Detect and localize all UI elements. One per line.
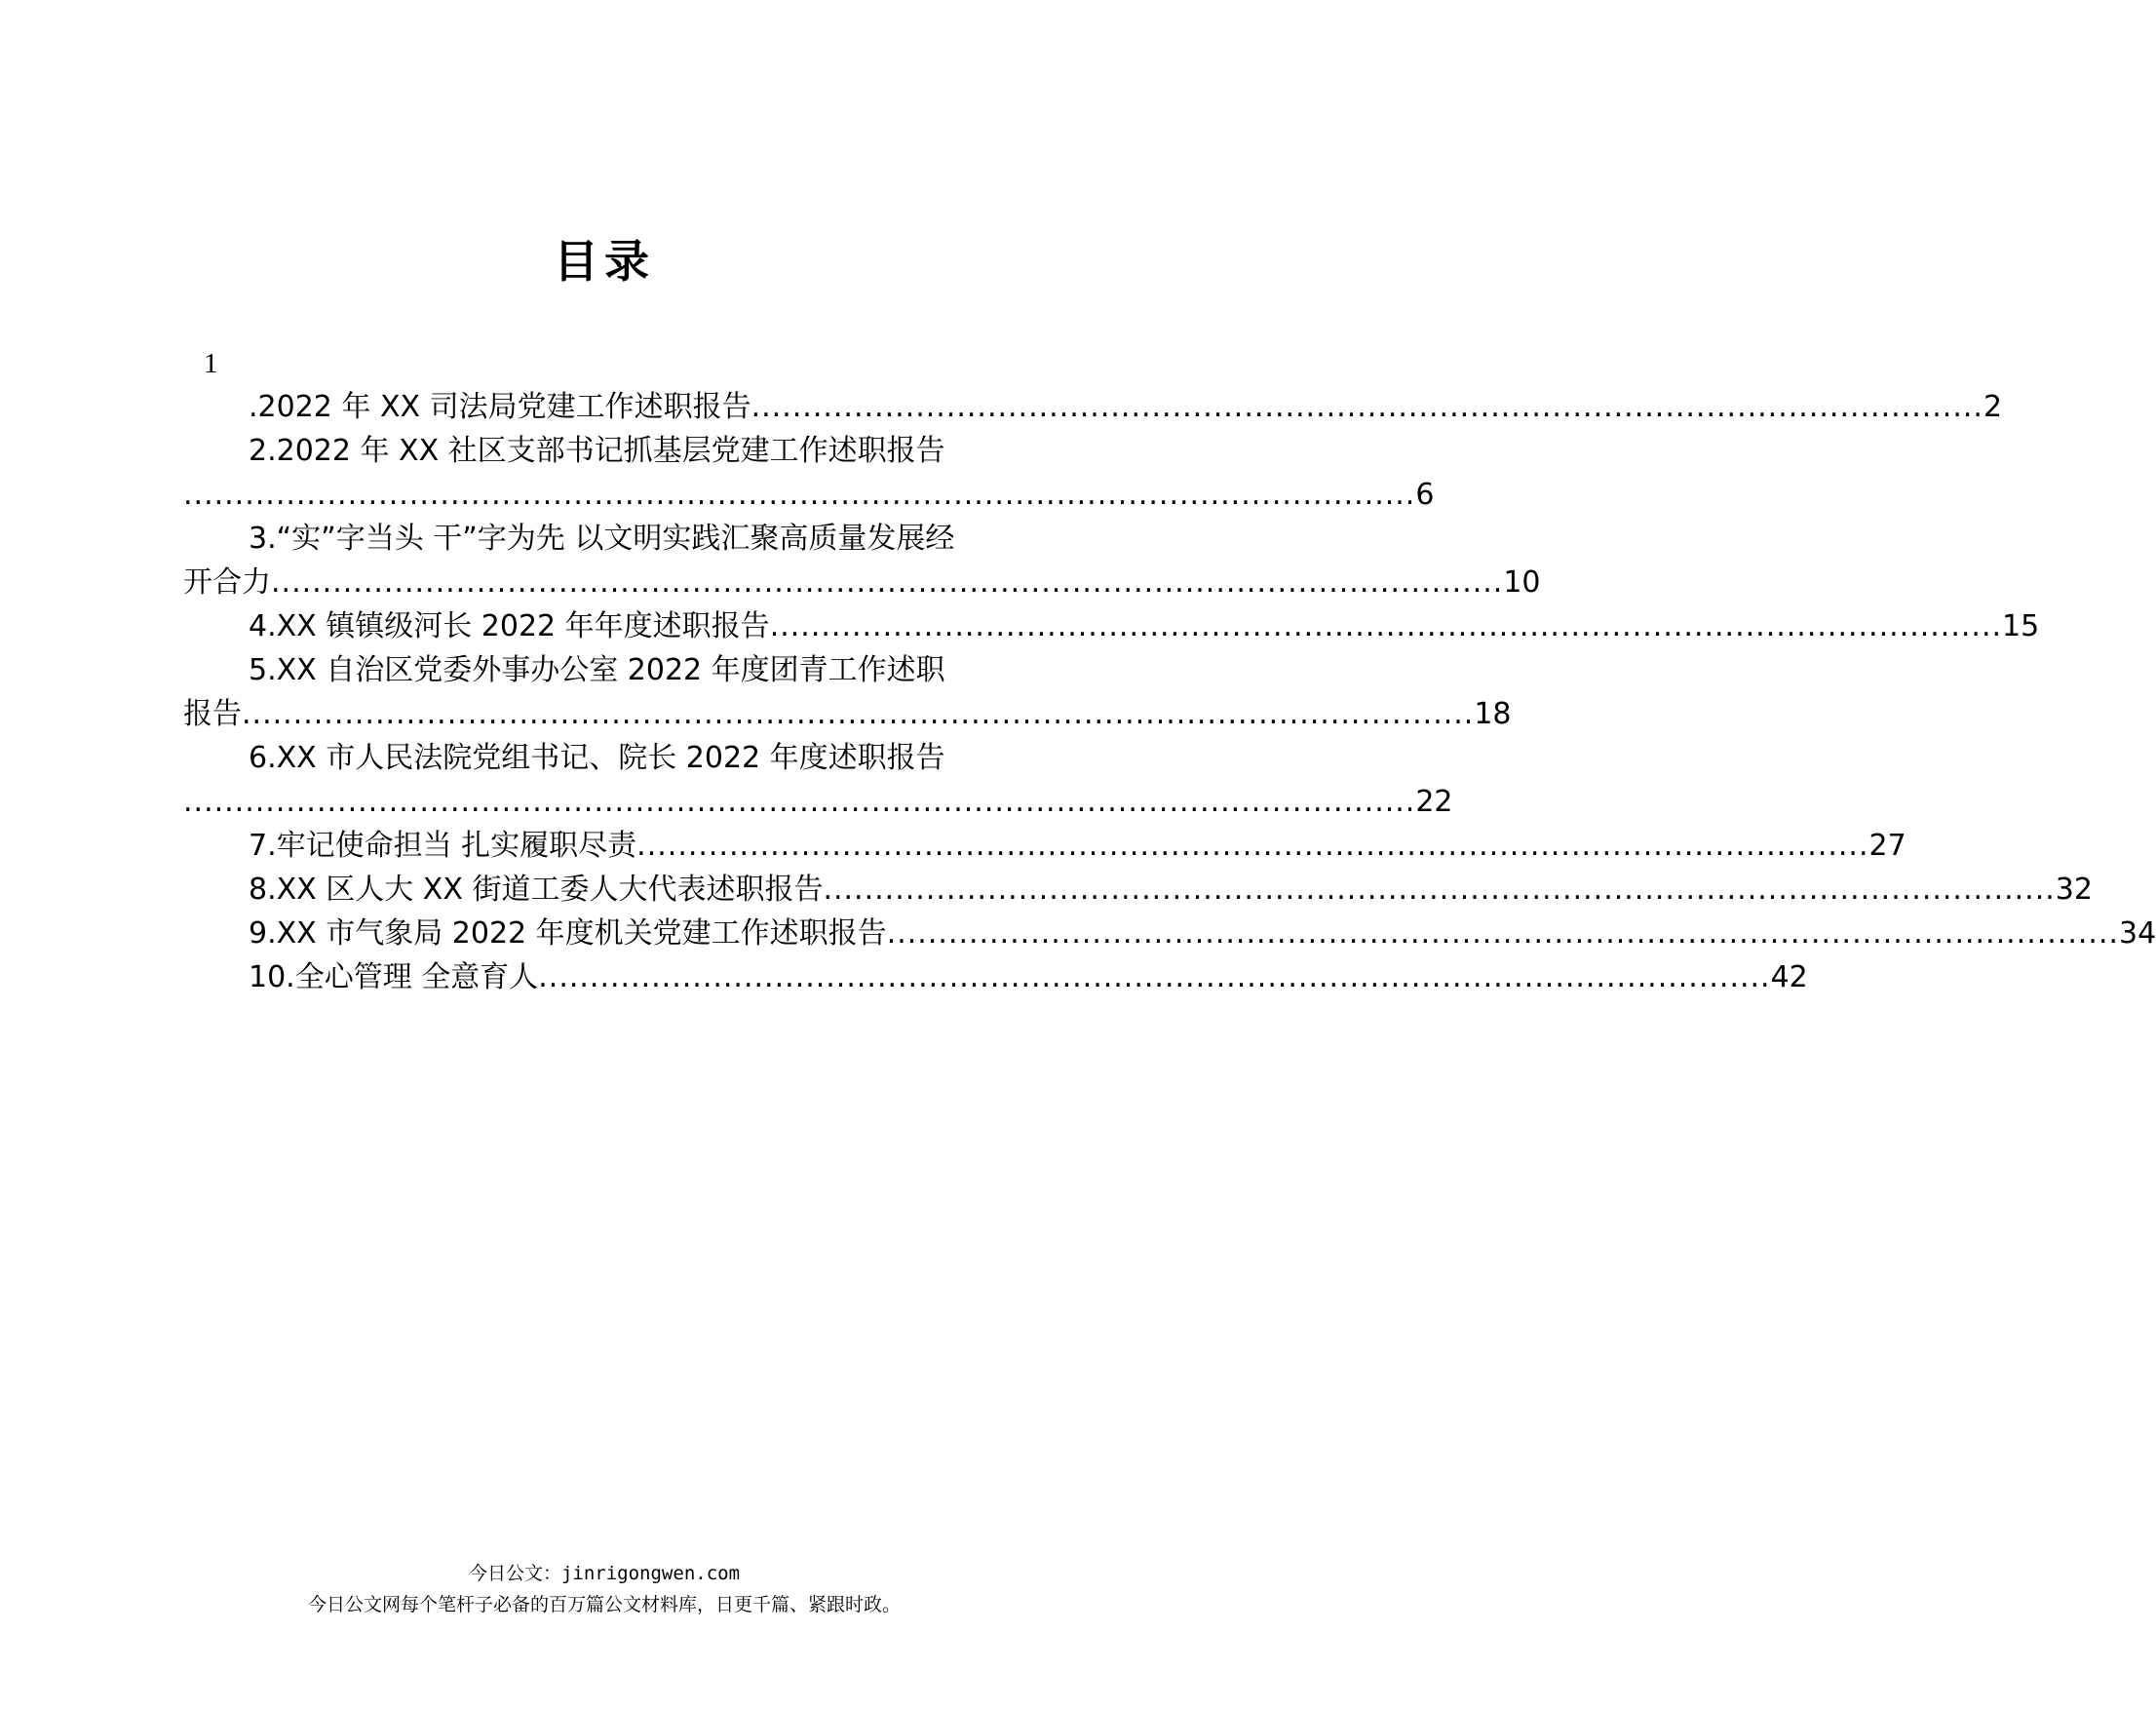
toc-leader-dots: ........................................................................................................................ — [636, 829, 1869, 863]
toc-entry-title: 7.牢记使命担当 扎实履职尽责 — [249, 829, 637, 863]
toc-leader-dots: ........................................................................................................................ — [183, 478, 1416, 512]
toc-entry-7[interactable] — [183, 824, 1906, 868]
toc-page-number: 34 — [2119, 916, 2156, 951]
toc-entry-6[interactable] — [183, 736, 1453, 824]
toc-entry-4[interactable] — [183, 604, 2040, 648]
toc-entry-10[interactable] — [183, 955, 1808, 999]
toc-page-number: 10 — [1503, 565, 1541, 600]
toc-entry-title-continuation: 开合力 — [183, 565, 271, 600]
toc-leader-dots: ........................................................................................................................ — [751, 390, 1983, 424]
toc-page-number: 2 — [1983, 390, 2003, 424]
toc-entry-title: 8.XX 区人大 XX 街道工委人大代表述职报告 — [249, 873, 824, 907]
page-title: 目录 — [554, 235, 655, 288]
toc-page-number: 18 — [1474, 697, 1512, 731]
toc-leader-dots: ........................................................................................................................ — [823, 873, 2056, 907]
toc-entry-title: 5.XX 自治区党委外事办公室 2022 年度团青工作述职 — [249, 653, 945, 687]
footer-site — [0, 1561, 1209, 1586]
toc-entry-title-continuation: 报告 — [183, 697, 242, 731]
toc-entry-title: .2022 年 XX 司法局党建工作述职报告 — [249, 390, 751, 424]
footer-site-link[interactable]: jinrigongwen.com — [560, 1563, 741, 1584]
toc-leader-dots: ........................................................................................................................ — [242, 697, 1475, 731]
toc-leader-dots: ........................................................................................................................ — [538, 960, 1771, 994]
toc-entry-8[interactable] — [183, 868, 2093, 912]
toc-leader-dots: ........................................................................................................................ — [769, 609, 2003, 643]
toc-leader-dots: ........................................................................................................................ — [183, 785, 1416, 819]
toc-page-number: 22 — [1415, 785, 1453, 819]
toc-entry-5[interactable] — [183, 648, 1512, 736]
footer-slogan: 今日公文网每个笔杆子必备的百万篇公文材料库，日更千篇、紧跟时政。 — [307, 1594, 901, 1615]
toc-entry-2[interactable] — [183, 429, 1435, 517]
toc-leader-dots: ........................................................................................................................ — [886, 916, 2120, 951]
toc-page-number: 27 — [1868, 829, 1906, 863]
table-of-contents — [183, 385, 2156, 999]
toc-entry-title: 6.XX 市人民法院党组书记、院长 2022 年度述职报告 — [249, 741, 945, 775]
toc-entry-title: 4.XX 镇镇级河长 2022 年年度述职报告 — [249, 609, 770, 643]
toc-leader-dots: ........................................................................................................................ — [271, 565, 1504, 600]
toc-page-number: 6 — [1415, 478, 1435, 512]
toc-entry-3[interactable] — [183, 517, 1541, 604]
toc-page-number: 32 — [2055, 873, 2093, 907]
toc-entry-title: 2.2022 年 XX 社区支部书记抓基层党建工作述职报告 — [249, 434, 945, 468]
toc-entry-9[interactable] — [183, 912, 2156, 955]
stray-page-number: 1 — [204, 348, 218, 379]
toc-entry-title: 10.全心管理 全意育人 — [249, 960, 539, 994]
toc-entry-title: 9.XX 市气象局 2022 年度机关党建工作述职报告 — [249, 916, 887, 951]
toc-entry-title: 3.“实”字当头 干”字为先 以文明实践汇聚高质量发展经 — [249, 522, 955, 556]
footer-site-label: 今日公文： — [468, 1563, 561, 1584]
toc-page-number: 42 — [1770, 960, 1808, 994]
toc-entry-1[interactable] — [183, 385, 2003, 429]
toc-page-number: 15 — [2002, 609, 2040, 643]
